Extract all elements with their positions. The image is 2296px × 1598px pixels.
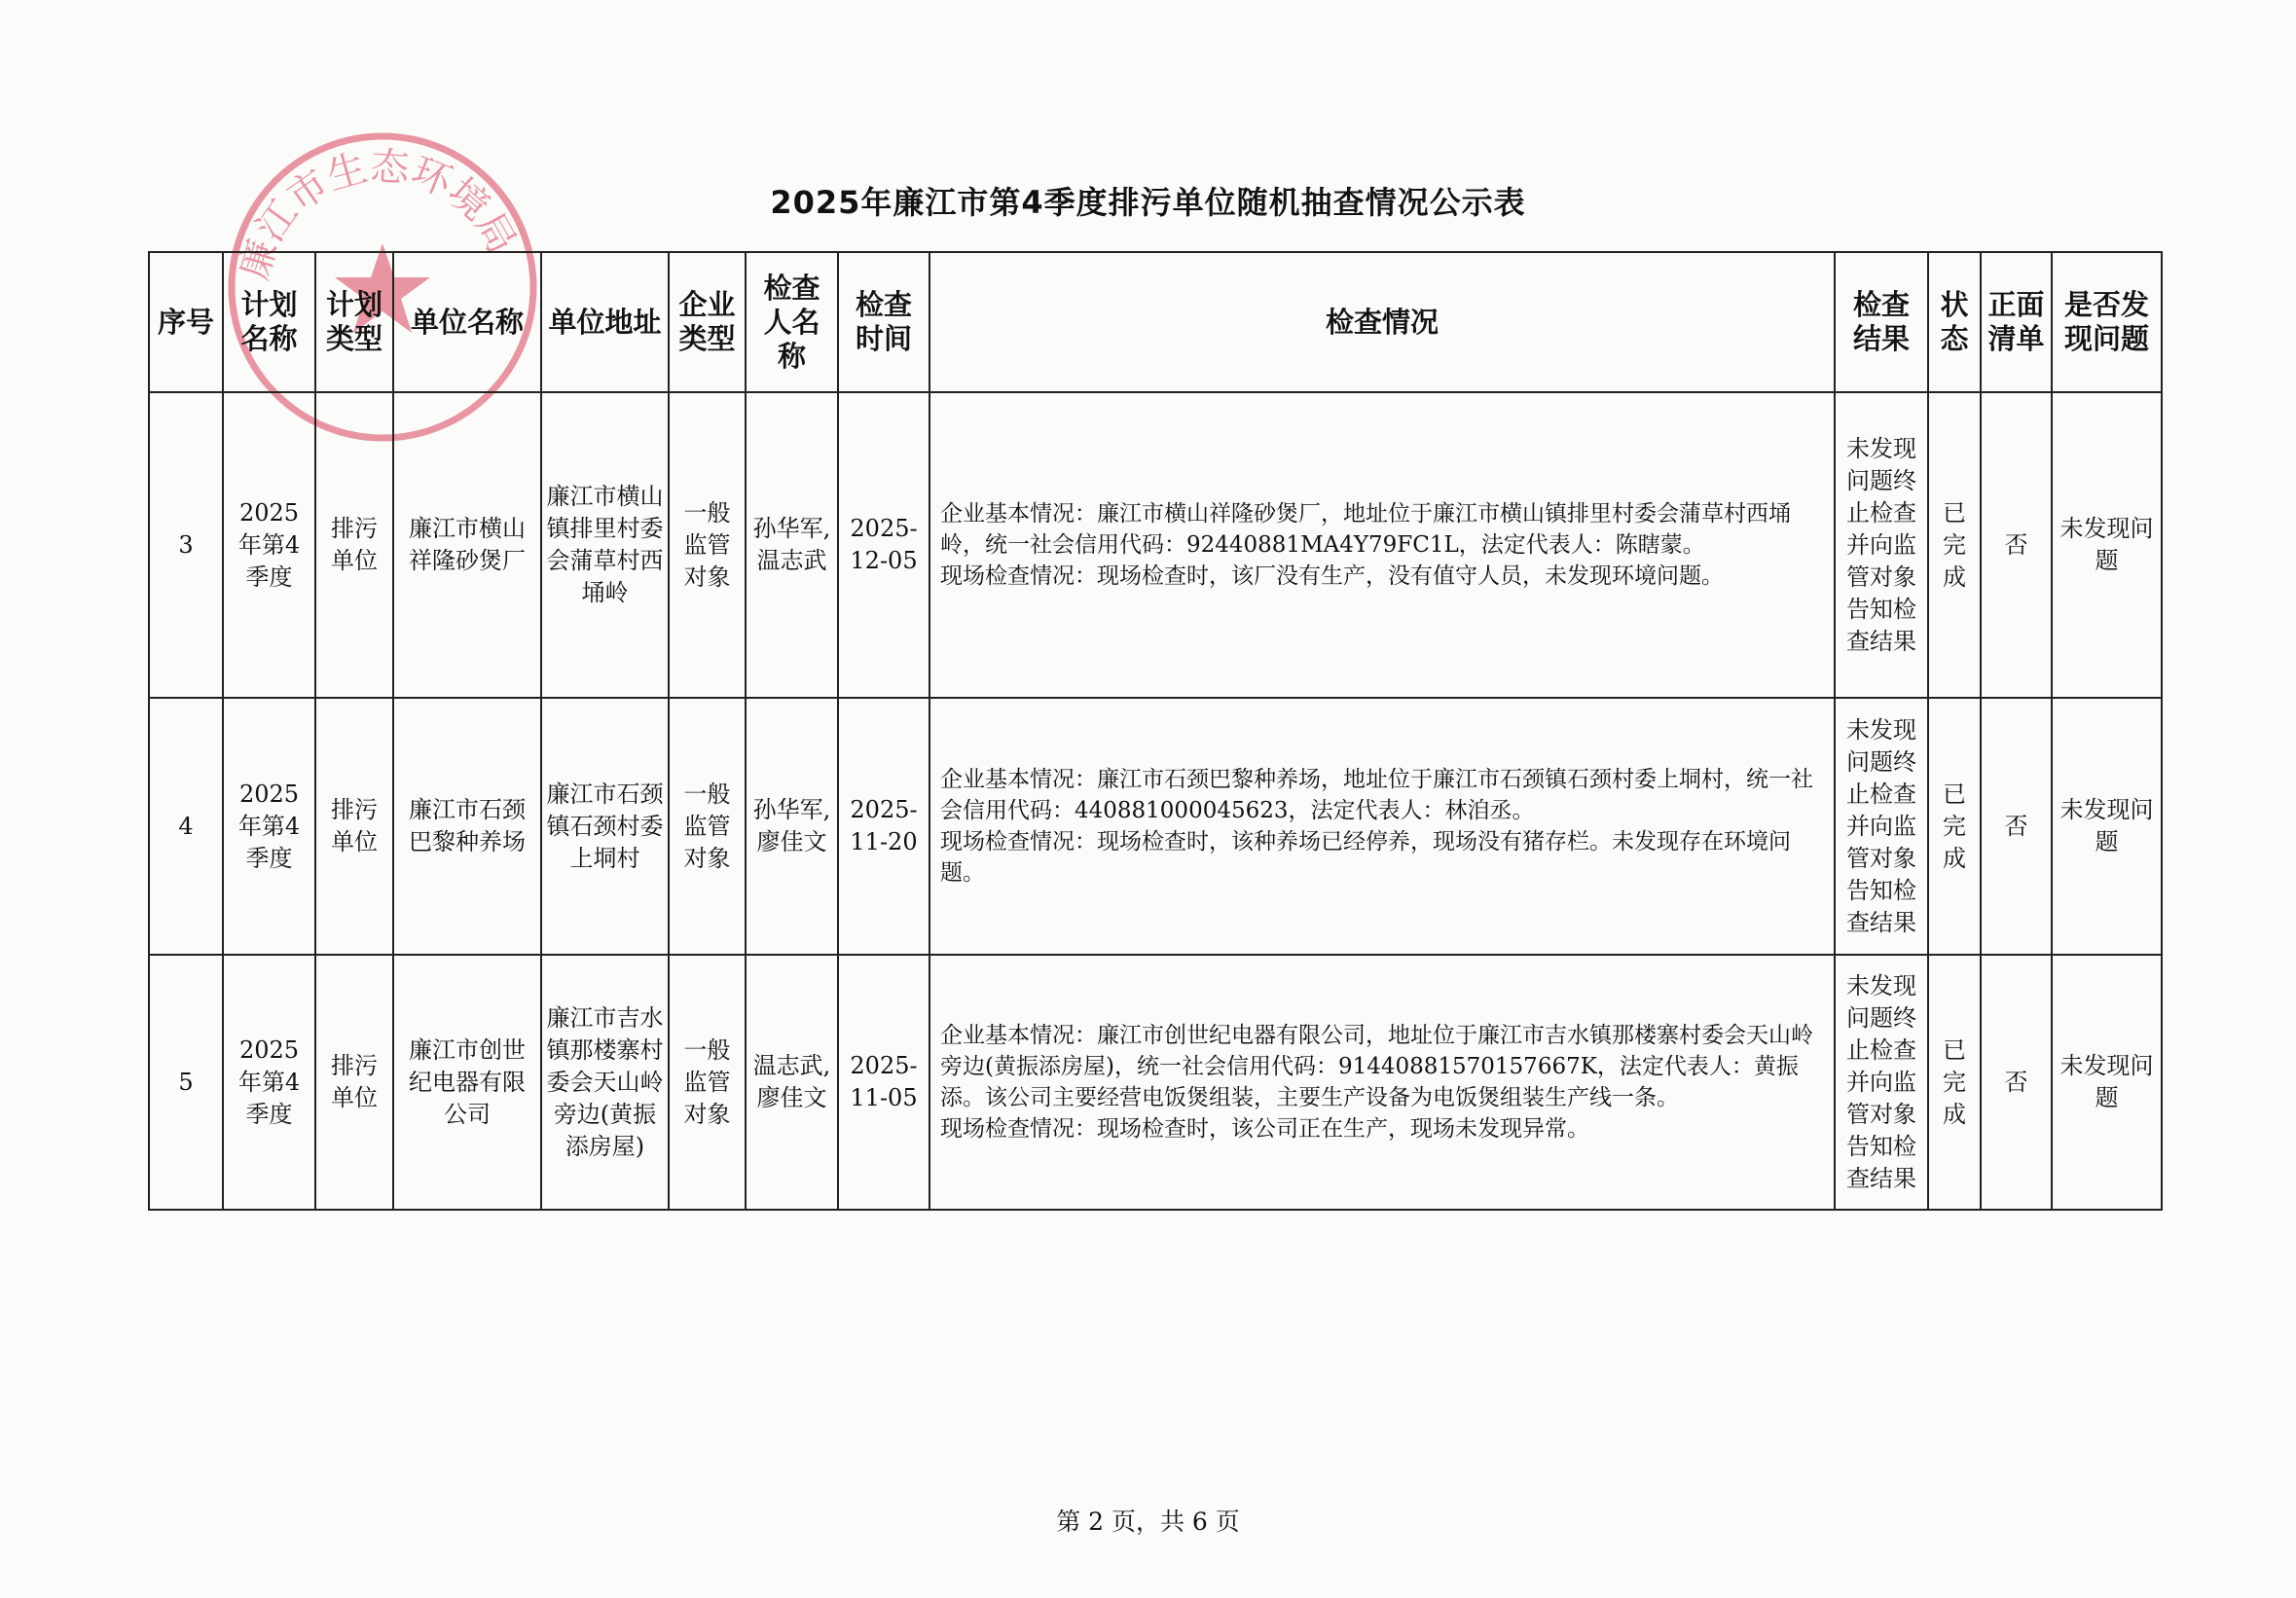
status: 已完成 (1928, 698, 1981, 955)
inspection-date: 2025-11-05 (838, 955, 929, 1210)
header-cell: 检查情况 (929, 252, 1835, 392)
inspection-date: 2025-11-20 (838, 698, 929, 955)
detail-basic: 企业基本情况：廉江市创世纪电器有限公司，地址位于廉江市吉水镇那楼寨村委会天山岭旁边(黄振添房屋)，统一社会信用代码：91440881570157667K，法定代表人：黄振添。该公司主要经营电饭煲组装，主要生产设备为电饭煲组装生产线一条。 (940, 1023, 1813, 1110)
header-cell: 计划类型 (315, 252, 393, 392)
header-cell: 正面清单 (1981, 252, 2052, 392)
inspection-result: 未发现问题终止检查并向监管对象告知检查结果 (1835, 698, 1928, 955)
positive-list: 否 (1981, 392, 2052, 698)
plan-type: 排污单位 (315, 955, 393, 1210)
inspection-detail (929, 955, 1835, 1210)
header-cell: 检查人名称 (746, 252, 838, 392)
status: 已完成 (1928, 955, 1981, 1210)
header-cell: 检查结果 (1835, 252, 1928, 392)
detail-site: 现场检查情况：现场检查时，该公司正在生产，现场未发现异常。 (940, 1116, 1589, 1142)
header-cell: 单位名称 (393, 252, 541, 392)
header-cell: 状态 (1928, 252, 1981, 392)
unit-name: 廉江市横山祥隆砂煲厂 (393, 392, 541, 698)
plan-type: 排污单位 (315, 698, 393, 955)
inspectors: 孙华军,温志武 (746, 392, 838, 698)
table-header-row (149, 252, 2162, 392)
inspection-detail (929, 392, 1835, 698)
row-number: 3 (149, 392, 223, 698)
header-cell: 检查时间 (838, 252, 929, 392)
enterprise-type: 一般监管对象 (669, 955, 746, 1210)
detail-basic: 企业基本情况：廉江市石颈巴黎种养场，地址位于廉江市石颈镇石颈村委上垌村，统一社会信用代码：440881000045623，法定代表人：林洎丞。 (940, 767, 1813, 823)
inspection-table (148, 251, 2163, 1211)
unit-name: 廉江市石颈巴黎种养场 (393, 698, 541, 955)
header-cell: 序号 (149, 252, 223, 392)
plan-name: 2025年第4季度 (223, 392, 315, 698)
header-cell: 单位地址 (541, 252, 669, 392)
page-footer: 第 2 页，共 6 页 (1056, 1507, 1240, 1536)
header-cell: 企业类型 (669, 252, 746, 392)
inspectors: 孙华军,廖佳文 (746, 698, 838, 955)
page-title: 2025年廉江市第4季度排污单位随机抽查情况公示表 (770, 184, 1526, 221)
plan-name: 2025年第4季度 (223, 698, 315, 955)
table-row (149, 698, 2162, 955)
detail-basic: 企业基本情况：廉江市横山祥隆砂煲厂，地址位于廉江市横山镇排里村委会蒲草村西埇岭，统一社会信用代码：92440881MA4Y79FC1L，法定代表人：陈瞎蒙。 (940, 501, 1791, 558)
detail-site: 现场检查情况：现场检查时，该厂没有生产，没有值守人员，未发现环境问题。 (940, 563, 1724, 589)
positive-list: 否 (1981, 698, 2052, 955)
detail-site: 现场检查情况：现场检查时，该种养场已经停养，现场没有猪存栏。未发现存在环境问题。 (940, 829, 1791, 886)
seal-text: 廉江市生态环境局 (231, 144, 525, 285)
row-number: 5 (149, 955, 223, 1210)
unit-name: 廉江市创世纪电器有限公司 (393, 955, 541, 1210)
inspection-date: 2025-12-05 (838, 392, 929, 698)
problem-found: 未发现问题 (2052, 392, 2162, 698)
inspection-detail (929, 698, 1835, 955)
inspection-result: 未发现问题终止检查并向监管对象告知检查结果 (1835, 955, 1928, 1210)
problem-found: 未发现问题 (2052, 955, 2162, 1210)
enterprise-type: 一般监管对象 (669, 392, 746, 698)
unit-address: 廉江市横山镇排里村委会蒲草村西埇岭 (541, 392, 669, 698)
positive-list: 否 (1981, 955, 2052, 1210)
header-cell: 是否发现问题 (2052, 252, 2162, 392)
plan-name: 2025年第4季度 (223, 955, 315, 1210)
inspectors: 温志武,廖佳文 (746, 955, 838, 1210)
status: 已完成 (1928, 392, 1981, 698)
inspection-result: 未发现问题终止检查并向监管对象告知检查结果 (1835, 392, 1928, 698)
table-row (149, 955, 2162, 1210)
header-cell: 计划名称 (223, 252, 315, 392)
enterprise-type: 一般监管对象 (669, 698, 746, 955)
table-row (149, 392, 2162, 698)
problem-found: 未发现问题 (2052, 698, 2162, 955)
plan-type: 排污单位 (315, 392, 393, 698)
row-number: 4 (149, 698, 223, 955)
unit-address: 廉江市吉水镇那楼寨村委会天山岭旁边(黄振添房屋) (541, 955, 669, 1210)
unit-address: 廉江市石颈镇石颈村委上垌村 (541, 698, 669, 955)
